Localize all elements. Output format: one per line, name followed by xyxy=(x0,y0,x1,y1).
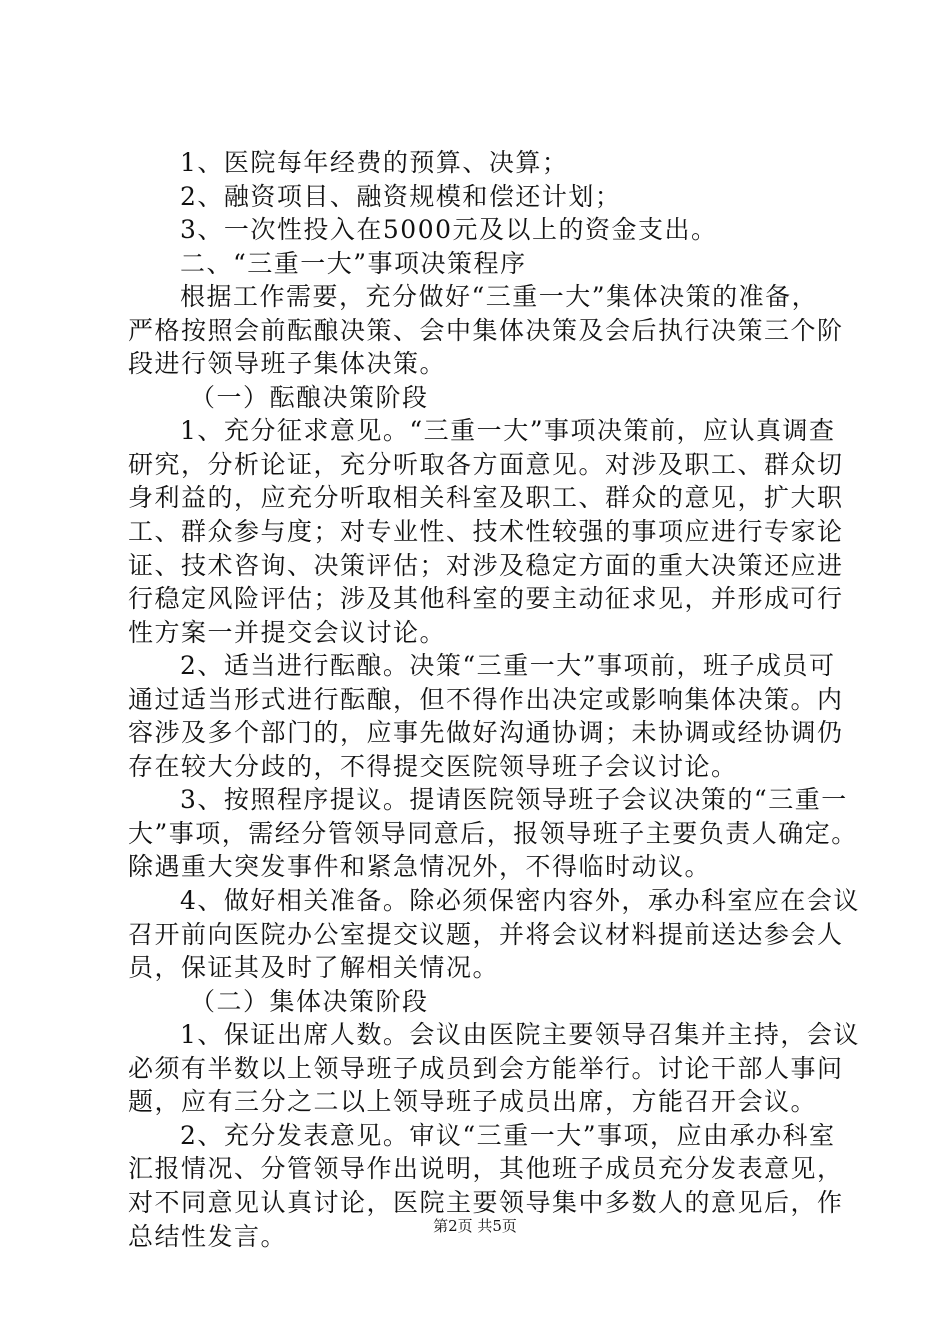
paragraph-line: 研究，分析论证，充分听取各方面意见。对涉及职工、群众切 xyxy=(128,449,844,479)
section-heading-procedure: 二、“三重一大”事项决策程序 xyxy=(180,248,527,278)
list-item-financing: 2、融资项目、融资规模和偿还计划； xyxy=(180,181,622,211)
paragraph-line: 通过适当形式进行酝酿，但不得作出决定或影响集体决策。内 xyxy=(128,684,844,714)
subsection-heading-collective: （二）集体决策阶段 xyxy=(190,986,429,1016)
paragraph-line: 性方案一并提交会议讨论。 xyxy=(128,617,447,647)
paragraph-line: 对不同意见认真讨论，医院主要领导集中多数人的意见后，作 xyxy=(128,1187,844,1217)
paragraph-line: 汇报情况、分管领导作出说明，其他班子成员充分发表意见， xyxy=(128,1154,844,1184)
document-body xyxy=(128,146,860,1253)
list-item-expenditure: 3、一次性投入在5000元及以上的资金支出。 xyxy=(180,215,718,245)
paragraph-line: 段进行领导班子集体决策。 xyxy=(128,349,447,379)
paragraph-line: 员，保证其及时了解相关情况。 xyxy=(128,953,500,983)
paragraph-line: 2、适当进行酝酿。决策“三重一大”事项前，班子成员可 xyxy=(180,651,836,681)
subsection-heading-deliberation: （一）酝酿决策阶段 xyxy=(190,382,429,412)
paragraph-line: 4、做好相关准备。除必须保密内容外，承办科室应在会议 xyxy=(180,886,860,916)
paragraph-line: 存在较大分歧的，不得提交医院领导班子会议讨论。 xyxy=(128,751,738,781)
paragraph-line: 题，应有三分之二以上领导班子成员出席，方能召开会议。 xyxy=(128,1087,818,1117)
paragraph-line: 1、充分征求意见。“三重一大”事项决策前，应认真调查 xyxy=(180,416,836,446)
paragraph-line: 根据工作需要，充分做好“三重一大”集体决策的准备， xyxy=(180,282,819,312)
paragraph-line: 3、按照程序提议。提请医院领导班子会议决策的“三重一 xyxy=(180,785,848,815)
paragraph-line: 2、充分发表意见。审议“三重一大”事项，应由承办科室 xyxy=(180,1120,836,1150)
paragraph-line: 严格按照会前酝酿决策、会中集体决策及会后执行决策三个阶 xyxy=(128,315,844,345)
paragraph-line: 工、群众参与度；对专业性、技术性较强的事项应进行专家论 xyxy=(128,517,844,547)
list-item-budget: 1、医院每年经费的预算、决算； xyxy=(180,148,569,177)
paragraph-line: 证、技术咨询、决策评估；对涉及稳定方面的重大决策还应进 xyxy=(128,550,844,580)
paragraph-line: 身利益的，应充分听取相关科室及职工、群众的意见，扩大职 xyxy=(128,483,844,513)
page-footer: 第2页 共5页 xyxy=(433,1217,517,1235)
paragraph-line: 除遇重大突发事件和紧急情况外，不得临时动议。 xyxy=(128,852,712,882)
paragraph-line: 行稳定风险评估；涉及其他科室的要主动征求见，并形成可行 xyxy=(128,584,844,614)
paragraph-line: 大”事项，需经分管领导同意后，报领导班子主要负责人确定。 xyxy=(128,818,858,848)
paragraph-line: 总结性发言。 xyxy=(128,1221,288,1251)
paragraph-line: 1、保证出席人数。会议由医院主要领导召集并主持，会议 xyxy=(180,1020,860,1050)
paragraph-line: 容涉及多个部门的，应事先做好沟通协调；未协调或经协调仍 xyxy=(128,718,844,748)
paragraph-line: 召开前向医院办公室提交议题，并将会议材料提前送达参会人 xyxy=(128,919,844,949)
paragraph-line: 必须有半数以上领导班子成员到会方能举行。讨论干部人事问 xyxy=(128,1053,844,1083)
